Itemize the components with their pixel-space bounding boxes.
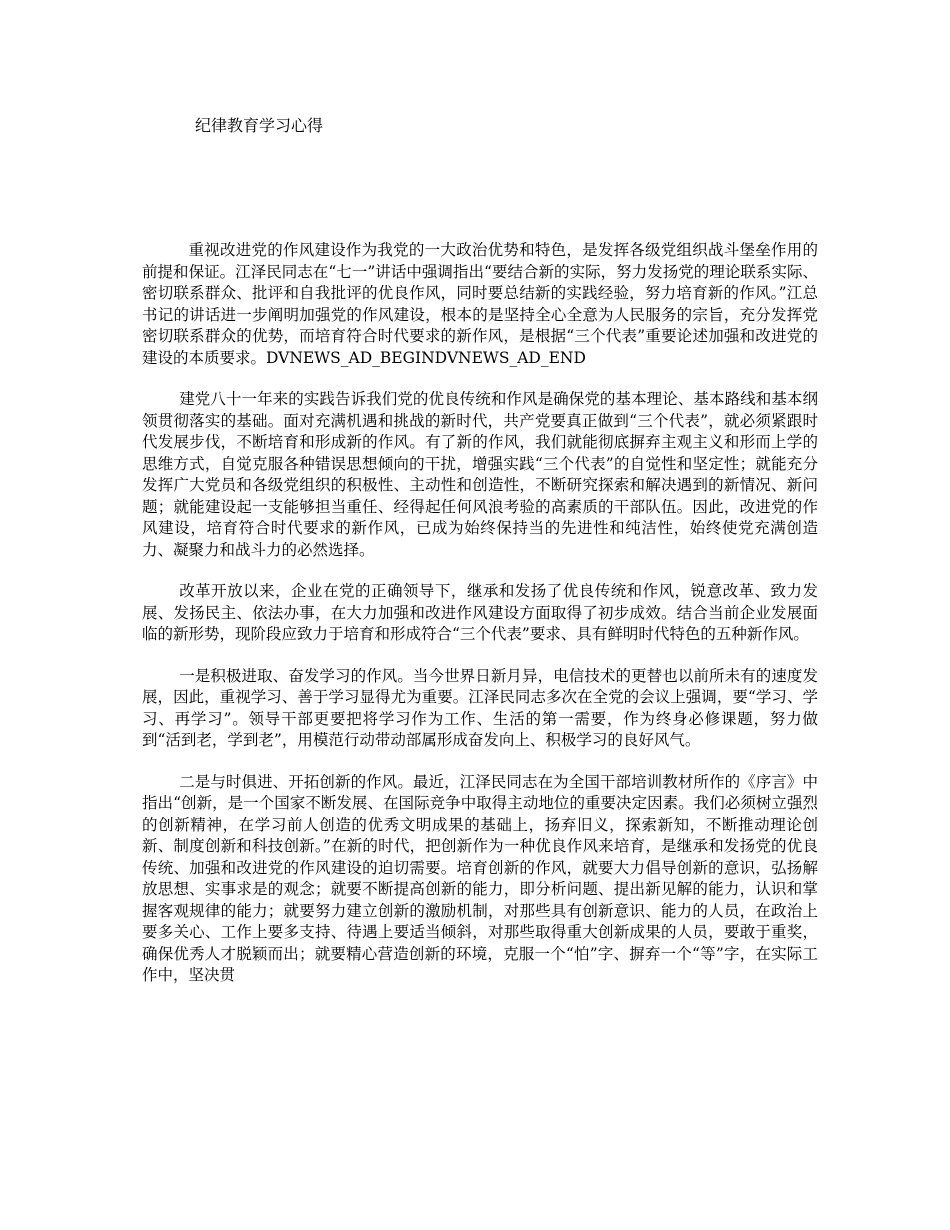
paragraph-2: 建党八十一年来的实践告诉我们党的优良传统和作风是确保党的基本理论、基本路线和基本纲领贯彻落实的基础。面对充满机遇和挑战的新时代，共产党要真正做到“三个代表”，就必须紧跟时代发展步伐，不断培育和形成新的作风。有了新的作风，我们就能彻底摒弃主观主义和形而上学的思维方式，自觉克服各种错误思想倾向的干扰，增强实践“三个代表”的自觉性和坚定性；就能充分发挥广大党员和各级党组织的积极性、主动性和创造性，不断研究探索和解决遇到的新情况、新问题；就能建设起一支能够担当重任、经得起任何风浪考验的高素质的干部队伍。因此，改进党的作风建设，培育符合时代要求的新作风，已成为始终保持当的先进性和纯洁性，始终使党充满创造力、凝聚力和战斗力的必然选择。 [142, 390, 818, 559]
paragraph-3: 改革开放以来，企业在党的正确领导下，继承和发扬了优良传统和作风，锐意改革、致力发展、发扬民主、依法办事，在大力加强和改进作风建设方面取得了初步成效。结合当前企业发展面临的新形势，现阶段应致力于培育和形成符合“三个代表”要求、具有鲜明时代特色的五种新作风。 [142, 582, 818, 643]
paragraph-4: 一是积极进取、奋发学习的作风。当今世界日新月异，电信技术的更替也以前所未有的速度发展，因此，重视学习、善于学习显得尤为重要。江泽民同志多次在全党的会议上强调，要“学习、学习、再学习”。领导干部更要把将学习作为工作、生活的第一需要，作为终身必修课题，努力做到“活到老，学到老”，用模范行动带动部属形成奋发向上、积极学习的良好风气。 [142, 666, 818, 749]
paragraph-5: 二是与时俱进、开拓创新的作风。最近，江泽民同志在为全国干部培训教材所作的《序言》中指出“创新，是一个国家不断发展、在国际竞争中取得主动地位的重要决定因素。我们必须树立强烈的创新精神，在学习前人创造的优秀文明成果的基础上，扬弃旧义，探索新知，不断推动理论创新、制度创新和科技创新。”在新的时代，把创新作为一种优良作风来培育，是继承和发扬党的优良传统、加强和改进党的作风建设的迫切需要。培育创新的作风，就要大力倡导创新的意识，弘扬解放思想、实事求是的观念；就要不断提高创新的能力，即分析问题、提出新见解的能力，认识和掌握客观规律的能力；就要努力建立创新的激励机制，对那些具有创新意识、能力的人员，在政治上要多关心、工作上要多支持、待遇上要适当倾斜，对那些取得重大创新成果的人员，要敢于重奖，确保优秀人才脱颖而出；就要精心营造创新的环境，克服一个“怕”字、摒弃一个“等”字，在实际工作中，坚决贯 [142, 772, 818, 984]
paragraph-1: 重视改进党的作风建设作为我党的一大政治优势和特色，是发挥各级党组织战斗堡垒作用的前提和保证。江泽民同志在“七一”讲话中强调指出“要结合新的实际，努力发扬党的理论联系实际、密切联系群众、批评和自我批评的优良作风，同时要总结新的实践经验，努力培育新的作风。”江总书记的讲话进一步阐明加强党的作风建设，根本的是坚持全心全意为人民服务的宗旨，充分发挥党密切联系群众的优势，而培育符合时代要求的新作风，是根据“三个代表”重要论述加强和改进党的建设的本质要求。DVNEWS_AD_BEGINDVNEWS_AD_END [142, 241, 818, 367]
document-title: 纪律教育学习心得 [195, 116, 324, 135]
document-body [142, 240, 818, 1007]
